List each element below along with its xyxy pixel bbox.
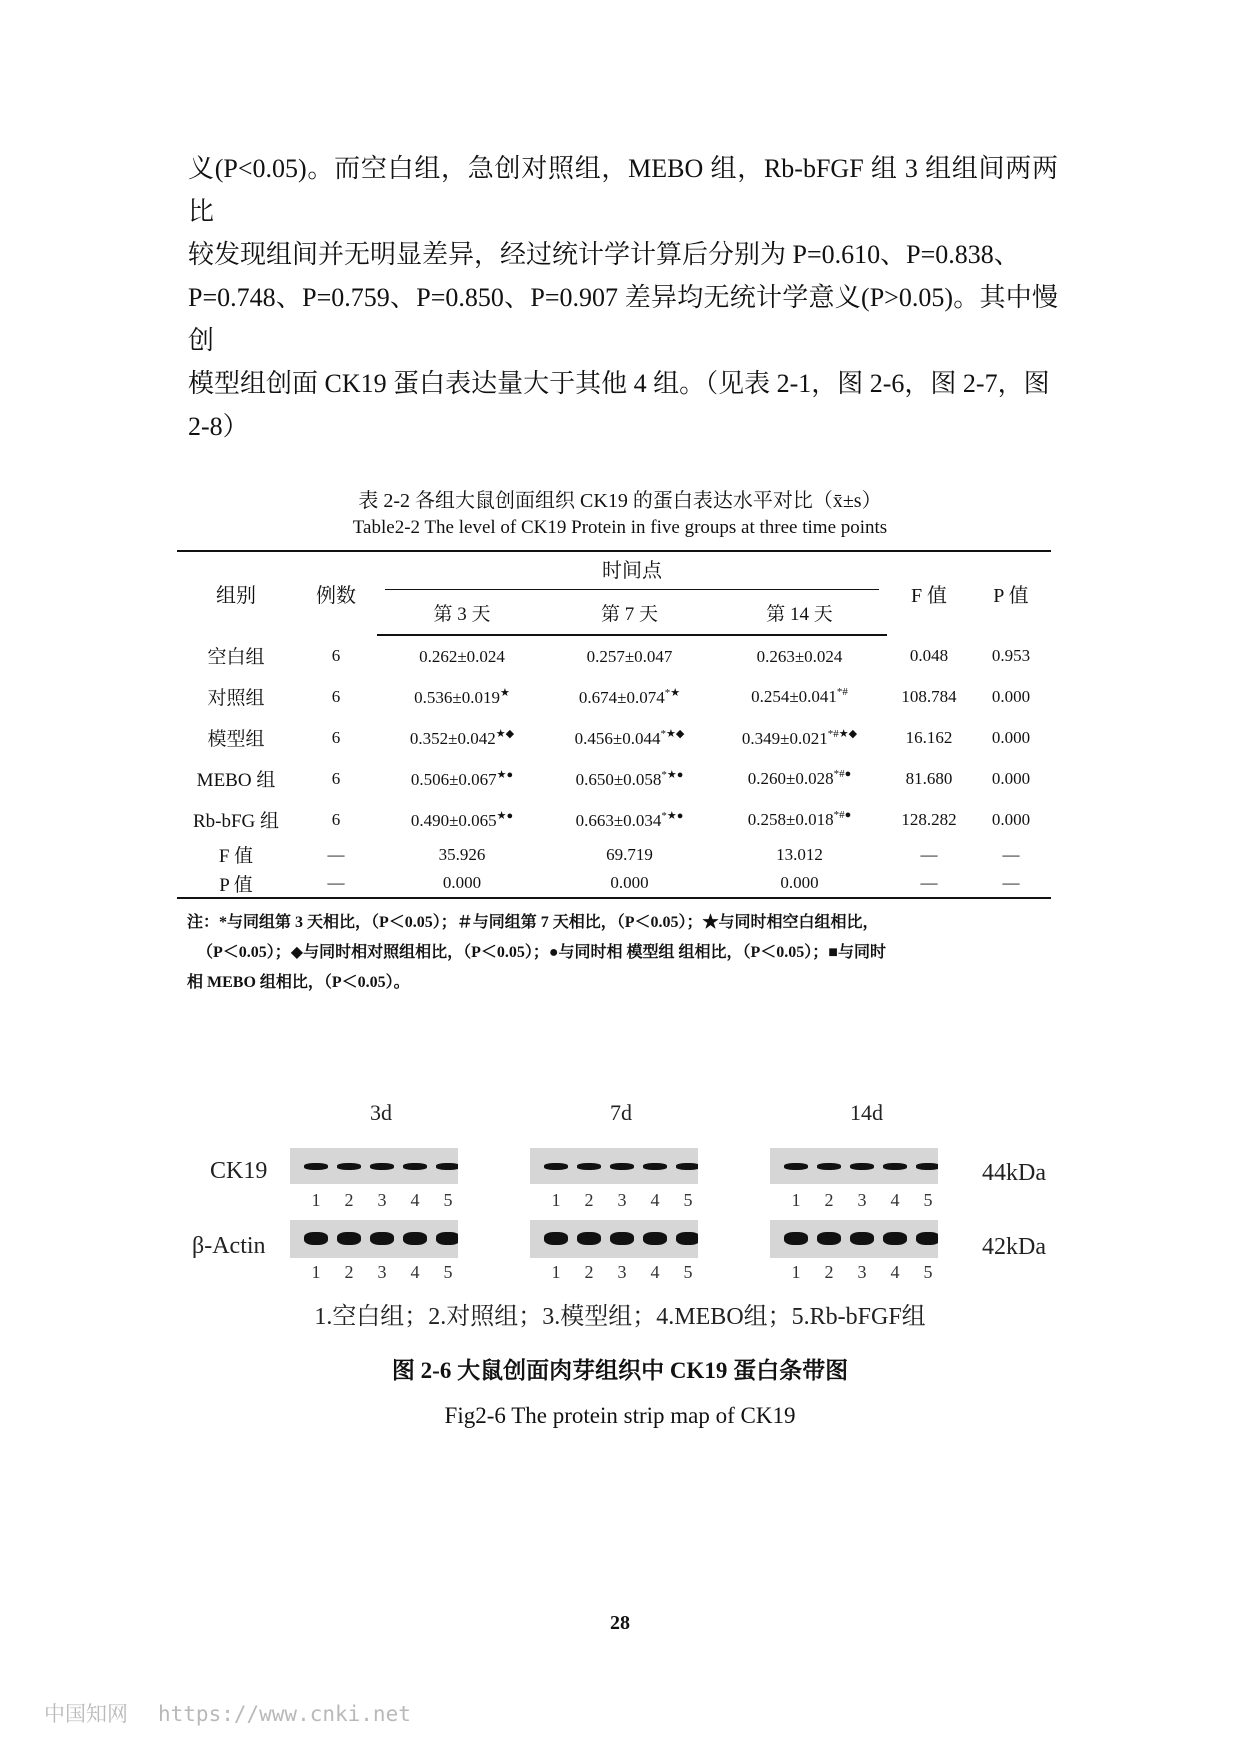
lane-number: 3 [617, 1190, 627, 1210]
header-timepoint-label: 时间点 [385, 554, 879, 590]
cell-f: 81.680 [905, 768, 953, 788]
header-day14: 第 14 天 [712, 591, 887, 635]
protein-band [676, 1163, 698, 1170]
protein-band [916, 1163, 938, 1170]
header-day7: 第 7 天 [547, 591, 712, 635]
lane-number: 2 [584, 1262, 594, 1282]
cell-day3 [377, 717, 547, 758]
value: 0.352±0.042 [409, 728, 496, 748]
note-line: 注：*与同组第 3 天相比，（P＜0.05）；＃与同组第 7 天相比，（P＜0.05）；★与同时相空白组相比， [187, 914, 879, 931]
protein-band [577, 1163, 601, 1170]
value: 0.456±0.044 [574, 728, 661, 748]
protein-band [403, 1232, 427, 1245]
lane-number: 2 [344, 1262, 354, 1282]
value: 0.254±0.041 [751, 687, 837, 706]
value: 0.490±0.065 [410, 810, 497, 830]
value: 0.674±0.074 [578, 687, 665, 707]
size-label-actin: 42kDa [982, 1234, 1046, 1260]
cell-day7 [547, 635, 712, 676]
cell-n: 6 [331, 645, 341, 665]
protein-band [577, 1232, 601, 1245]
cell-day7 [547, 799, 712, 840]
cell-n: — [327, 844, 345, 864]
protein-band [544, 1232, 568, 1245]
timepoint-label: 14d [850, 1100, 883, 1125]
table-row [177, 717, 1051, 758]
cell-p: 0.000 [991, 727, 1031, 747]
cell-n: — [295, 869, 377, 898]
cell-label: P 值 [177, 869, 295, 898]
protein-band [916, 1232, 938, 1245]
lane-number: 4 [410, 1190, 420, 1210]
cell-day14: 13.012 [776, 844, 823, 864]
protein-band [370, 1163, 394, 1170]
paragraph-line: 2-8） [188, 412, 249, 441]
protein-band [850, 1232, 874, 1245]
significance-mark: *★◆ [660, 727, 685, 740]
protein-band [817, 1232, 841, 1245]
cell-day7 [547, 758, 712, 799]
cell-group: Rb-bFG 组 [192, 811, 280, 832]
row-label-ck19: CK19 [210, 1158, 268, 1184]
paragraph-line: 较发现组间并无明显差异，经过统计学计算后分别为 P=0.610、P=0.838、 [188, 240, 1020, 269]
lane-number: 5 [443, 1190, 453, 1210]
protein-band [676, 1232, 698, 1245]
ck19-expression-table [177, 550, 1051, 899]
protein-band [784, 1232, 808, 1245]
table-row [177, 758, 1051, 799]
header-f: F 值 [887, 551, 971, 635]
cell-p: 0.000 [991, 809, 1031, 829]
lane-number: 2 [584, 1190, 594, 1210]
cell-p: 0.000 [991, 768, 1031, 788]
note-line: （P＜0.05）；◆与同时相对照组相比，（P＜0.05）；●与同时相 模型组 组相比，（P＜0.05）；■与同时 [197, 944, 886, 961]
body-paragraph [188, 147, 1058, 448]
lane-number: 5 [923, 1190, 933, 1210]
cell-f: 0.048 [909, 645, 949, 665]
lane-number: 3 [857, 1190, 867, 1210]
cell-day7 [547, 676, 712, 717]
cell-f: 108.784 [901, 686, 957, 706]
note-line: 相 MEBO 组相比，（P＜0.05）。 [187, 974, 410, 991]
table-row [177, 635, 1051, 676]
cell-day3 [377, 676, 547, 717]
lane-number: 2 [824, 1190, 834, 1210]
watermark-site: 中国知网 [44, 1702, 128, 1726]
lane-number: 2 [344, 1190, 354, 1210]
timepoint-label: 7d [610, 1100, 632, 1125]
lane-number: 1 [551, 1190, 561, 1210]
lane-number: 3 [377, 1190, 387, 1210]
table-caption-en: Table2-2 The level of CK19 Protein in five groups at three time points [352, 517, 888, 538]
timepoint-label: 3d [370, 1100, 392, 1125]
lane-number: 1 [311, 1262, 321, 1282]
western-blot-figure [180, 1100, 1060, 1340]
lane-number: 4 [890, 1190, 900, 1210]
table-row-p [177, 869, 1051, 898]
value: 0.650±0.058 [575, 769, 662, 789]
significance-mark: ★ [499, 686, 510, 699]
cell-n: 6 [331, 727, 341, 747]
watermark-url: https://www.cnki.net [158, 1702, 411, 1726]
blot-panel-actin [770, 1220, 938, 1258]
cell-group: 空白组 [207, 647, 265, 668]
protein-band [883, 1163, 907, 1170]
cell-day3: 35.926 [438, 844, 486, 864]
table-row-f [177, 840, 1051, 869]
cell-day7 [547, 717, 712, 758]
value: 0.349±0.021 [741, 728, 828, 748]
cell-group: 模型组 [207, 729, 265, 750]
blot-panel-ck19 [770, 1148, 938, 1184]
lane-number: 5 [443, 1262, 453, 1282]
significance-mark: *#★◆ [827, 727, 858, 740]
lane-number: 1 [311, 1190, 321, 1210]
cell-day14 [712, 676, 887, 717]
lane-number: 3 [617, 1262, 627, 1282]
lane-number: 2 [824, 1262, 834, 1282]
value: 0.506±0.067 [410, 769, 497, 789]
blot-panel-ck19 [290, 1148, 458, 1184]
cell-day3: 0.000 [377, 869, 547, 898]
protein-band [337, 1163, 361, 1170]
table-row [177, 676, 1051, 717]
cell-day7: 69.719 [606, 844, 653, 864]
blot-panel-actin [530, 1220, 698, 1258]
blot-panel-ck19 [530, 1148, 698, 1184]
blot-panel-actin [290, 1220, 458, 1258]
figure-caption [160, 1352, 1080, 1429]
cell-p: — [1002, 844, 1020, 864]
lane-number: 1 [551, 1262, 561, 1282]
lane-number: 3 [377, 1262, 387, 1282]
paragraph-line: 义(P<0.05)。而空白组，急创对照组，MEBO 组，Rb-bFGF 组 3 组组间两两比 [188, 154, 1058, 226]
significance-mark: *# [836, 686, 848, 698]
lane-number: 4 [890, 1262, 900, 1282]
value: 0.262±0.024 [419, 646, 505, 666]
cell-f: — [920, 844, 938, 864]
lane-number: 4 [410, 1262, 420, 1282]
cell-day3 [377, 758, 547, 799]
header-group: 组别 [177, 551, 295, 635]
cell-p: — [971, 869, 1051, 898]
protein-band [610, 1232, 634, 1245]
header-n: 例数 [295, 551, 377, 635]
value: 0.536±0.019 [414, 687, 500, 707]
protein-band [883, 1232, 907, 1245]
protein-band [304, 1163, 328, 1170]
cell-day14: 0.000 [712, 869, 887, 898]
value: 0.258±0.018 [747, 810, 834, 829]
cell-n: 6 [331, 768, 341, 788]
cell-day14 [712, 635, 887, 676]
table-caption [160, 487, 1080, 541]
cell-day14 [712, 758, 887, 799]
paragraph-line: P=0.748、P=0.759、P=0.850、P=0.907 差异均无统计学意义(P>0.05)。其中慢创 [188, 283, 1058, 355]
header-day3: 第 3 天 [377, 591, 547, 635]
significance-mark: ★● [496, 768, 514, 781]
protein-band [337, 1232, 361, 1245]
value: 0.263±0.024 [756, 646, 843, 666]
lane-number: 1 [791, 1190, 801, 1210]
cell-group: 对照组 [207, 688, 265, 709]
value: 0.257±0.047 [586, 646, 673, 666]
significance-mark: *★ [664, 686, 681, 699]
cell-day3 [377, 635, 547, 676]
paragraph-line: 模型组创面 CK19 蛋白表达量大于其他 4 组。（见表 2-1，图 2-6，图 2-7，图 [188, 369, 1050, 398]
lane-number: 5 [683, 1190, 693, 1210]
figure-caption-en: Fig2-6 The protein strip map of CK19 [444, 1403, 796, 1428]
protein-band [610, 1163, 634, 1170]
lane-number: 1 [791, 1262, 801, 1282]
protein-band [304, 1232, 328, 1245]
figure-caption-zh: 图 2-6 大鼠创面肉芽组织中 CK19 蛋白条带图 [391, 1358, 849, 1383]
cell-p: 0.953 [991, 645, 1031, 665]
header-timepoint [377, 551, 887, 591]
lane-legend: 1.空白组；2.对照组；3.模型组；4.MEBO组；5.Rb-bFGF组 [314, 1304, 926, 1330]
protein-band [436, 1163, 458, 1170]
cell-n: 6 [331, 809, 341, 829]
protein-band [544, 1163, 568, 1170]
lane-number: 5 [923, 1262, 933, 1282]
cell-f: 128.282 [901, 809, 957, 829]
cell-day14 [712, 717, 887, 758]
lane-number: 4 [650, 1190, 660, 1210]
protein-band [370, 1232, 394, 1245]
significance-mark: *#● [833, 768, 852, 780]
value: 0.260±0.028 [747, 769, 834, 788]
lane-number: 3 [857, 1262, 867, 1282]
significance-mark: *★● [661, 768, 684, 781]
protein-band [403, 1163, 427, 1170]
size-label-ck19: 44kDa [982, 1160, 1046, 1186]
value: 0.663±0.034 [575, 810, 662, 830]
header-p: P 值 [971, 551, 1051, 635]
protein-band [436, 1232, 458, 1245]
cell-label: F 值 [218, 846, 254, 867]
protein-band [784, 1163, 808, 1170]
lane-number: 5 [683, 1262, 693, 1282]
cell-f: — [887, 869, 971, 898]
protein-band [643, 1232, 667, 1245]
cell-day14 [712, 799, 887, 840]
table-note [187, 908, 1057, 998]
cnki-watermark [44, 1698, 411, 1728]
lane-number: 4 [650, 1262, 660, 1282]
cell-group: MEBO 组 [196, 770, 276, 791]
significance-mark: *★● [661, 809, 684, 822]
page-number: 28 [610, 1612, 630, 1634]
significance-mark: ★● [496, 809, 514, 822]
table-caption-zh: 表 2-2 各组大鼠创面组织 CK19 的蛋白表达水平对比（x̄±s） [358, 490, 882, 512]
table-row [177, 799, 1051, 840]
cell-day7: 0.000 [547, 869, 712, 898]
protein-band [850, 1163, 874, 1170]
significance-mark: ★◆ [495, 727, 515, 740]
cell-p: 0.000 [991, 686, 1031, 706]
protein-band [817, 1163, 841, 1170]
cell-f: 16.162 [905, 727, 953, 747]
protein-band [643, 1163, 667, 1170]
cell-n: 6 [331, 686, 341, 706]
significance-mark: *#● [833, 809, 852, 821]
cell-day3 [377, 799, 547, 840]
row-label-actin: β-Actin [192, 1233, 266, 1259]
